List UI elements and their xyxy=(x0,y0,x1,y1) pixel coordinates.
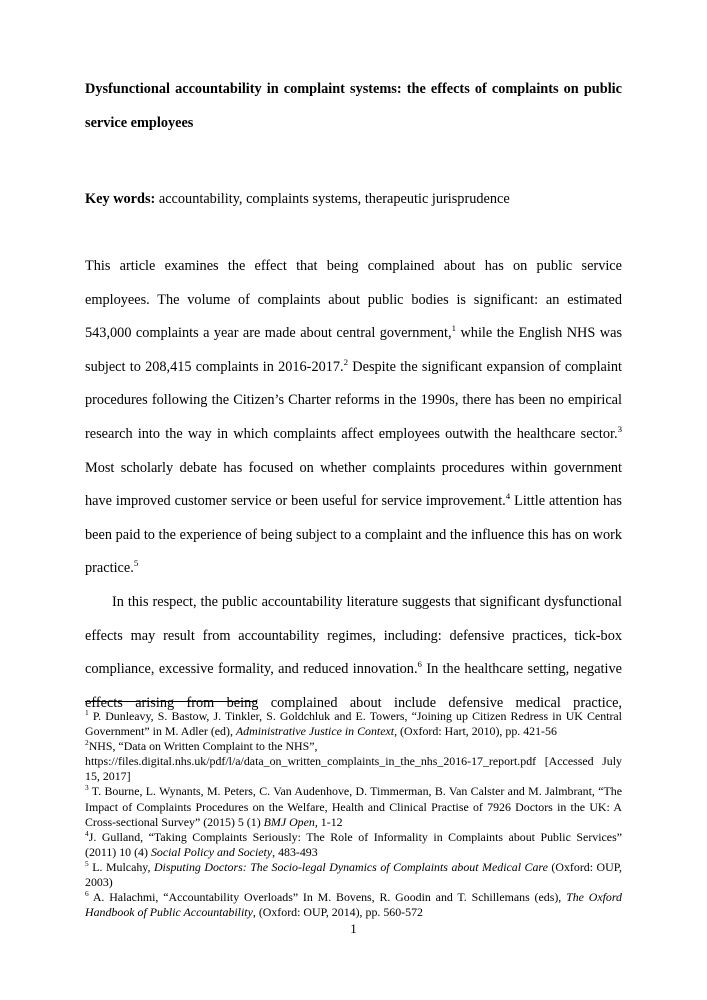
footnote-text: , (Oxford: Hart, 2010), pp. 421-56 xyxy=(394,724,557,739)
footnote-ref-marker: 2 xyxy=(343,357,349,368)
paragraph-text: This article examines the effect that being complained about has on public service employees. The volume of complaints about public bodies is significant: an estimated 543,000 complaints a year are made about central government, xyxy=(85,258,622,342)
footnote-text: T. Bourne, L. Wynants, M. Peters, C. Van Audenhove, D. Timmerman, B. Van Calster and M. Jalmbrant, “The Impact of Complaints Procedures on the Welfare, Health and Clinical Practise of 7926 Doctors in the UK: A Cross-sectional Survey” (2015) 5 (1) xyxy=(85,784,622,829)
footnote-text: Social Policy and Society xyxy=(150,844,273,859)
footnote-text: , (Oxford: OUP, 2014), pp. 560-572 xyxy=(252,905,423,920)
footnote-text: , 1-12 xyxy=(314,814,343,829)
footnote xyxy=(85,709,622,739)
footnote xyxy=(85,739,622,784)
footnote-text: J. Gulland, “Taking Complaints Seriously: The Role of Informality in Complaints about Public Services” (2011) 10 (4) xyxy=(85,829,622,859)
footnote-text: A. Halachmi, “Accountability Overloads” In M. Bovens, R. Goodin and T. Schillemans (eds), xyxy=(88,890,567,905)
paragraph-text: Despite the significant expansion of complaint procedures following the Citizen’s Charter reforms in the 1990s, there has been no empirical research into the way in which complaints affect employees outwith the healthcare sector. xyxy=(85,358,622,442)
footnote-text: (Oxford: OUP, 2003) xyxy=(85,859,622,890)
text-run: Key words: xyxy=(85,191,156,207)
paragraph-text: Little attention has been paid to the experience of being subject to a complaint and the influence this has on work practice. xyxy=(85,493,622,577)
paragraph-text: In the healthcare setting, negative effects arising from being complained about include defensive medical practice, xyxy=(85,661,622,711)
footnote xyxy=(85,830,622,860)
footnote-area xyxy=(85,701,622,920)
body-paragraph xyxy=(85,250,622,586)
footnote-ref-marker: 6 xyxy=(85,889,89,899)
document-title: Dysfunctional accountability in complaint systems: the effects of complaints on public service employees xyxy=(85,81,622,131)
footnote-ref-marker: 5 xyxy=(133,558,139,569)
document-body xyxy=(85,250,622,720)
footnote-ref-marker: 4 xyxy=(85,828,89,838)
footnote-text: BMJ Open xyxy=(263,814,315,829)
footnote-text: NHS, “Data on Written Complaint to the NHS”, xyxy=(88,739,318,754)
footnote-text: , 483-493 xyxy=(272,844,318,859)
footnote xyxy=(85,784,622,829)
footnote-separator xyxy=(85,701,257,702)
footnote-text: Disputing Doctors: The Socio-legal Dynamics of Complaints about Medical Care xyxy=(153,859,548,874)
footnote-ref-marker: 2 xyxy=(85,738,89,748)
footnote-text: The Oxford Handbook of Public Accountability xyxy=(85,890,622,920)
footnote-ref-marker: 5 xyxy=(85,858,89,868)
keywords-line xyxy=(85,182,622,216)
paragraph-text: Most scholarly debate has focused on whether complaints procedures within government have improved customer service or been useful for service improvement. xyxy=(85,459,622,510)
text-run: accountability, complaints systems, therapeutic jurisprudence xyxy=(155,191,510,207)
footnote-ref-marker: 3 xyxy=(617,424,622,435)
footnote xyxy=(85,890,622,920)
footnote-text: P. Dunleavy, S. Bastow, J. Tinkler, S. Goldchluk and E. Towers, “Joining up Citizen Redress in UK Central Government” in M. Adler (ed), xyxy=(85,709,622,739)
page-number: 1 xyxy=(350,921,357,936)
footnote-text: Administrative Justice in Context xyxy=(235,724,395,739)
paragraph-text: In this respect, the public accountability literature suggests that significant dysfunctional effects may result from accountability regimes, including: defensive practices, tick-box compliance, excessive formality, and reduced innovation. xyxy=(85,593,622,678)
footnotes-list xyxy=(85,709,622,920)
footnote-ref-marker: 4 xyxy=(505,491,511,502)
footnote xyxy=(85,860,622,890)
footnote-text: https://files.digital.nhs.uk/pdf/l/a/data_on_written_complaints_in_the_nhs_2016-17_report.pdf [Accessed July 15, 2017] xyxy=(85,754,622,784)
paragraph-text: while the English NHS was subject to 208,415 complaints in 2016-2017. xyxy=(85,325,623,375)
footnote-ref-marker: 1 xyxy=(451,323,457,334)
footnote-ref-marker: 6 xyxy=(417,659,422,670)
footnote-text: L. Mulcahy, xyxy=(88,859,154,874)
footnote-ref-marker: 1 xyxy=(85,708,89,718)
footnote-ref-marker: 3 xyxy=(85,783,89,793)
